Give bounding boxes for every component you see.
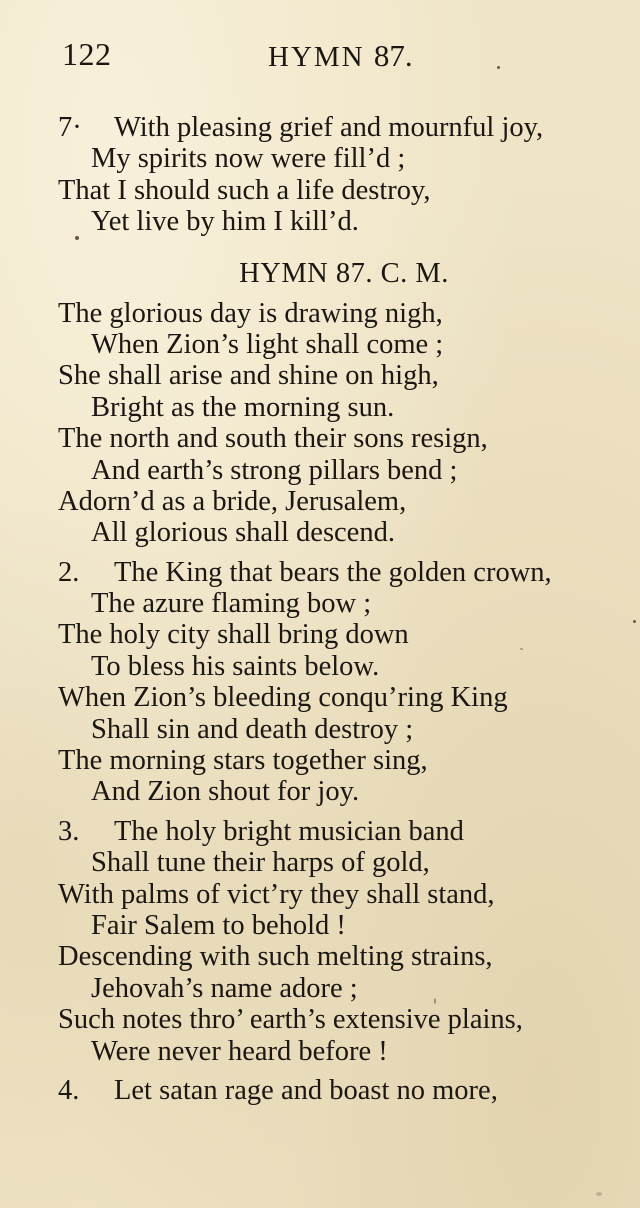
verse-line: That I should such a life destroy,: [58, 174, 431, 206]
verse-line: With palms of vict’ry they shall stand,: [58, 878, 495, 910]
page-header: [62, 36, 440, 80]
verse-number: 2.: [58, 556, 80, 588]
hymn-title: HYMN 87. C. M.: [239, 257, 449, 289]
verse-line: Were never heard before !: [91, 1035, 388, 1067]
verse-line: 3. The holy bright musician band: [58, 815, 464, 847]
verse-line: 2. The King that bears the golden crown,: [58, 556, 552, 588]
verse-3: [0, 816, 640, 1067]
paper-speck: [633, 620, 636, 623]
verse-1: [0, 298, 640, 549]
verse-line: And Zion shout for joy.: [91, 776, 360, 808]
page-number: 122: [62, 36, 112, 72]
verse-line: All glorious shall descend.: [91, 517, 395, 549]
paper-speck: [596, 1192, 602, 1196]
running-title-number: 87.: [373, 38, 413, 73]
verse-line: The glorious day is drawing nigh,: [58, 297, 443, 329]
paper-speck: [434, 998, 436, 1004]
paper-speck: [497, 66, 500, 69]
verse-line: Descending with such melting strains,: [58, 941, 493, 973]
verse-2: [0, 557, 640, 808]
paper-speck: [75, 236, 79, 240]
running-title-word: HYMN: [268, 41, 365, 73]
verse-line: Shall tune their harps of gold,: [91, 847, 430, 879]
verse-line: The azure flaming bow ;: [91, 588, 372, 620]
verse-line: And earth’s strong pillars bend ;: [91, 454, 458, 486]
verse-line: To bless his saints below.: [91, 650, 380, 682]
verse-line: When Zion’s bleeding conqu’ring King: [58, 682, 508, 714]
verse-line: 7· With pleasing grief and mournful joy,: [58, 112, 544, 143]
verse-line: Jehovah’s name adore ;: [91, 972, 358, 1004]
verse-line: The north and south their sons resign,: [58, 423, 488, 455]
verse-number: 4.: [58, 1074, 80, 1106]
continued-verse: [0, 112, 640, 238]
verse-line: Adorn’d as a bride, Jerusalem,: [58, 485, 407, 517]
paper-speck: [520, 648, 523, 650]
verse-line: My spirits now were fill’d ;: [91, 143, 406, 175]
verse-line: The holy city shall bring down: [58, 619, 409, 651]
verse-line: Yet live by him I kill’d.: [91, 206, 359, 238]
running-title: [268, 38, 413, 74]
verse-4: [0, 1075, 640, 1106]
verse-line: The morning stars together sing,: [58, 745, 428, 777]
verse-line: She shall arise and shine on high,: [58, 360, 439, 392]
verse-line: Such notes thro’ earth’s extensive plains,: [58, 1004, 523, 1036]
verse-line: 4. Let satan rage and boast no more,: [58, 1074, 498, 1106]
verse-line: Shall sin and death destroy ;: [91, 713, 414, 745]
verse-line: When Zion’s light shall come ;: [91, 328, 444, 360]
verse-line: Bright as the morning sun.: [91, 391, 395, 423]
hymn-text: [0, 112, 640, 1106]
verse-number: 3.: [58, 815, 80, 847]
verse-number: 7·: [58, 112, 82, 143]
verse-line: Fair Salem to behold !: [91, 909, 346, 941]
